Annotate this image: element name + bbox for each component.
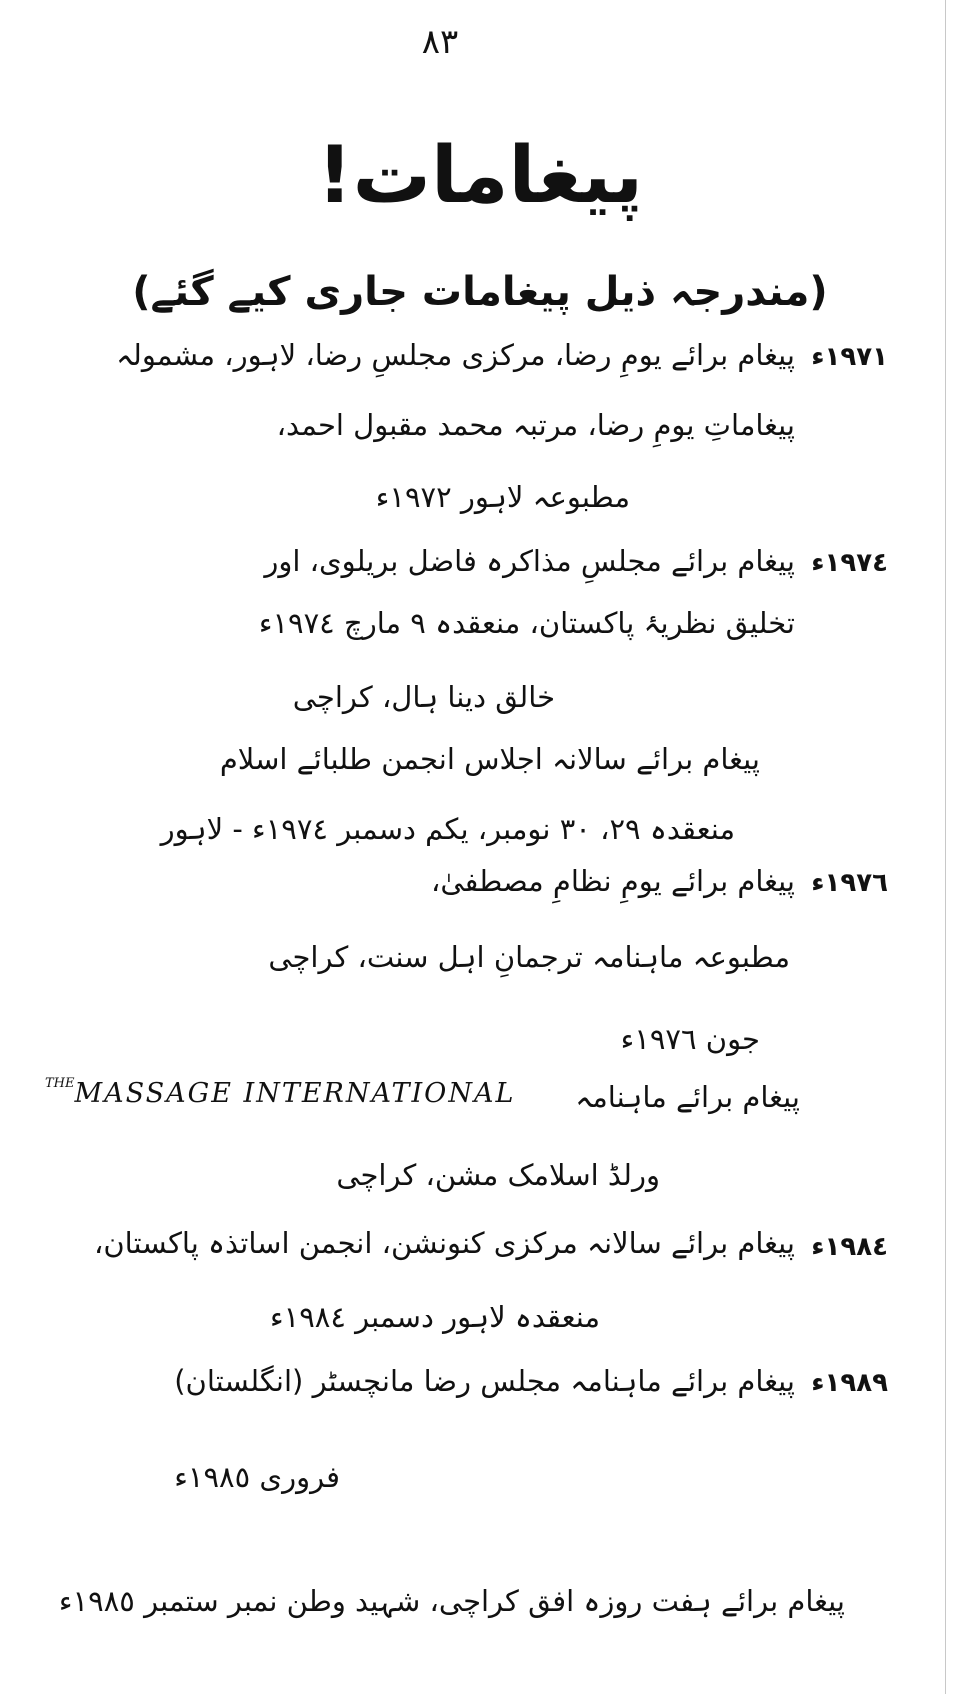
entry-2-line-5: منعقدہ ٢٩، ٣٠ نومبر، یکم دسمبر ١٩٧٤ء - لاہور: [160, 812, 735, 846]
entry-5-line-1: پیغام برائے ماہنامہ مجلس رضا مانچسٹر (انگلستان): [174, 1364, 795, 1398]
page-number: ٨٣: [421, 22, 459, 62]
entry-5-year: ١٩٨٩ء: [811, 1368, 888, 1398]
entry-1-line-1: پیغام برائے یومِ رضا، مرکزی مجلسِ رضا، لاہور، مشمولہ: [116, 338, 795, 372]
entry-3-line-4-english-superscript: THE: [45, 1076, 75, 1091]
entry-1-year: ١٩٧١ء: [811, 342, 888, 372]
entry-3-line-2: مطبوعہ ماہنامہ ترجمانِ اہل سنت، کراچی: [268, 940, 790, 974]
entry-4-line-1: پیغام برائے سالانہ مرکزی کنونشن، انجمن اساتذہ پاکستان،: [93, 1226, 795, 1260]
page-subtitle: (مندرجہ ذیل پیغامات جاری کیے گئے): [132, 269, 828, 315]
entry-3-line-5: ورلڈ اسلامک مشن، کراچی: [336, 1158, 660, 1192]
entry-3-line-3: جون ١٩٧٦ء: [620, 1022, 760, 1056]
page-title: پیغامات!: [317, 131, 643, 221]
entry-1-line-3: مطبوعہ لاہور ١٩٧٢ء: [375, 480, 630, 514]
entry-3-line-4-english-text: MASSAGE INTERNATIONAL: [74, 1078, 516, 1109]
entry-4-year: ١٩٨٤ء: [811, 1232, 888, 1262]
entry-4-line-2: منعقدہ لاہور دسمبر ١٩٨٤ء: [269, 1300, 600, 1334]
entry-2-line-2: تخلیق نظریۂ پاکستان، منعقدہ ٩ مارچ ١٩٧٤ء: [258, 606, 795, 640]
page-edge-line: [945, 0, 946, 1694]
entry-2-line-4: پیغام برائے سالانہ اجلاس انجمن طلبائے اسلام: [219, 742, 760, 776]
entry-3-line-4-english: [45, 1078, 515, 1110]
entry-3-year: ١٩٧٦ء: [811, 868, 888, 898]
entry-3-line-4-urdu: پیغام برائے ماہنامہ: [575, 1080, 800, 1114]
entry-2-line-1: پیغام برائے مجلسِ مذاکرہ فاضل بریلوی، اور: [264, 544, 795, 578]
entry-5-line-2: فروری ١٩٨٥ء: [174, 1460, 340, 1494]
entry-2-line-3: خالق دینا ہال، کراچی: [292, 680, 555, 714]
entry-1-line-2: پیغاماتِ یومِ رضا، مرتبہ محمد مقبول احمد،: [276, 408, 795, 442]
entry-6-line-1: پیغام برائے ہفت روزہ افق کراچی، شہید وطن نمبر ستمبر ١٩٨٥ء: [58, 1584, 845, 1618]
entry-2-year: ١٩٧٤ء: [811, 548, 888, 578]
entry-3-line-1: پیغام برائے یومِ نظامِ مصطفیٰ،: [430, 864, 795, 898]
